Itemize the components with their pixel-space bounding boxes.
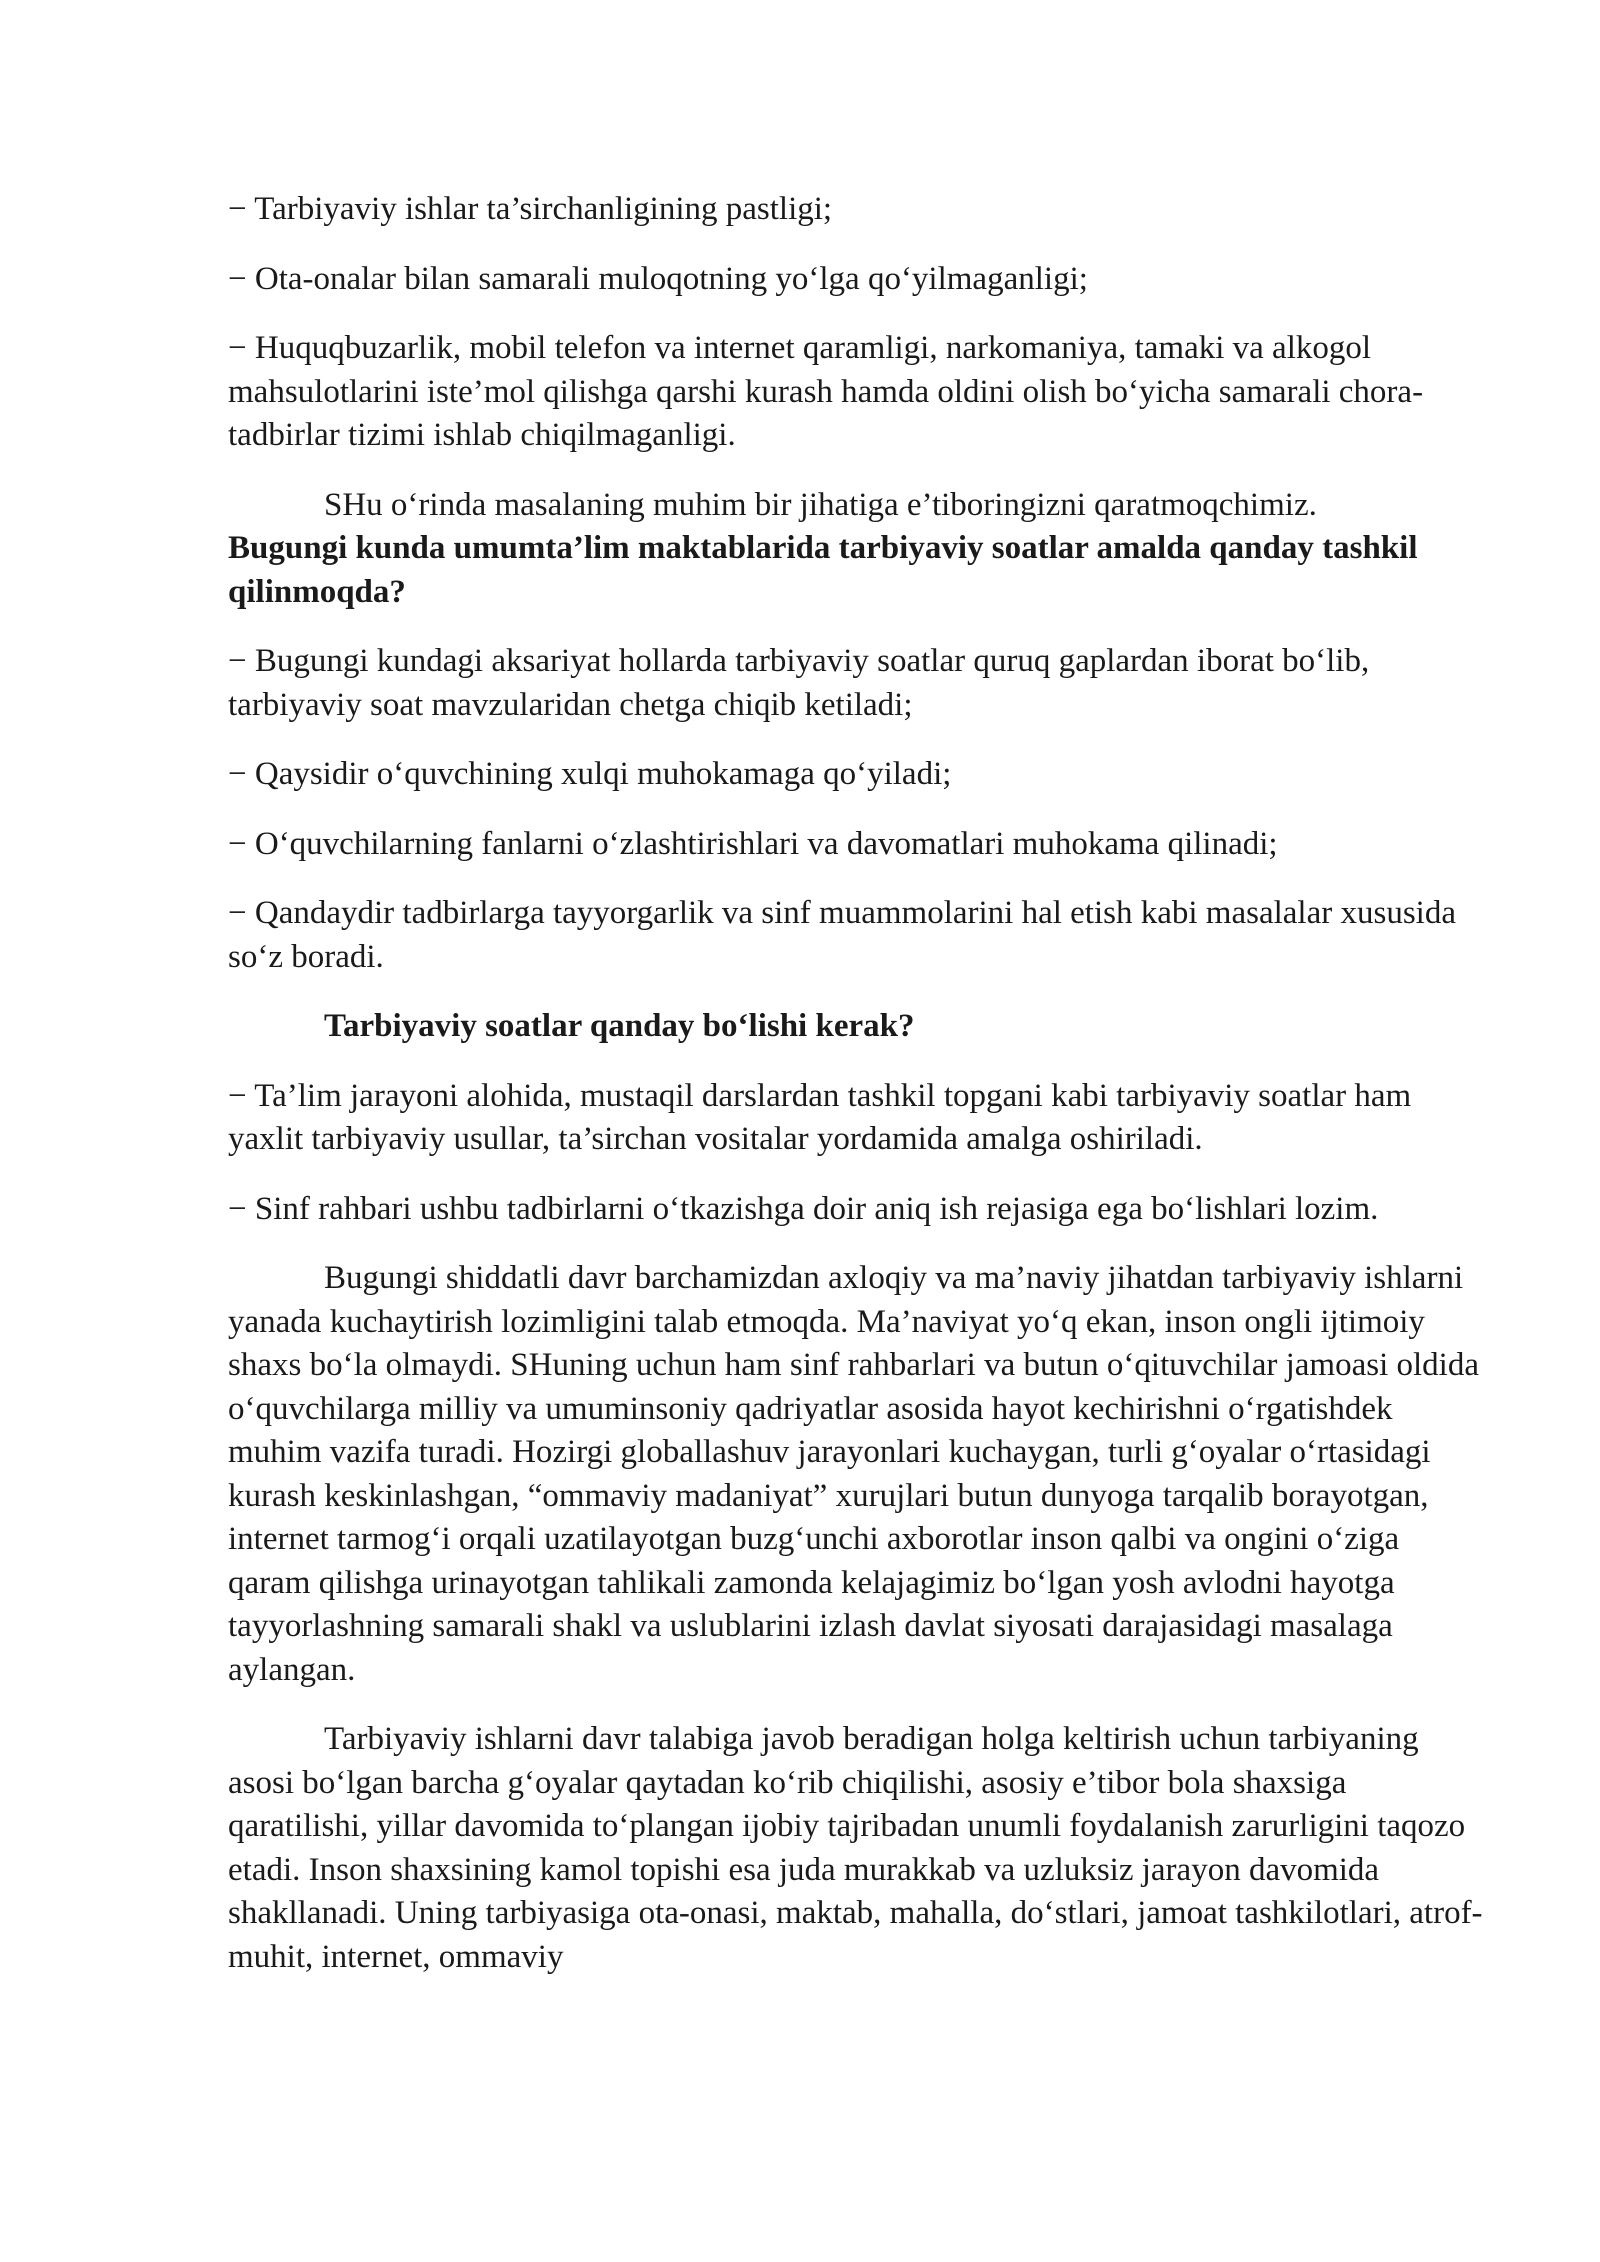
list-item-prevention-system: − Huquqbuzarlik, mobil telefon va internet qaramligi, narkomaniya, tamaki va alkogol mahsulotlarini iste’mol qilishga qarshi kurash hamda oldini olish bo‘yicha samarali chora-tadbirlar tizimi ishlab chiqilmaganligi.: [228, 330, 1424, 453]
list-item-attendance-discussed: − O‘quvchilarning fanlarni o‘zlashtirishlari va davomatlari muhokama qilinadi;: [228, 825, 1278, 862]
list-item-parent-communication: − Ota-onalar bilan samarali muloqotning yo‘lga qo‘yilmaganligi;: [228, 260, 1088, 297]
paragraph-bringing-up-to-date: Tarbiyaviy ishlarni davr talabiga javob beradigan holga keltirish uchun tarbiyaning asosi bo‘lgan barcha g‘oyalar qaytadan ko‘rib chiqilishi, asosiy e’tibor bola shaxsiga qaratilishi, yillar davomida to‘plangan ijobiy tajribadan unumli foydalanish zarurligini taqozo etadi. Inson shaxsining kamol topishi esa juda murakkab va uzluksiz jarayon davomida shakllanadi. Uning tarbiyasiga ota-onasi, maktab, mahalla, do‘stlari, jamoat tashkilotlari, atrof-muhit, internet, ommaviy: [228, 1721, 1483, 1975]
list-item-holistic-methods: − Ta’lim jarayoni alohida, mustaqil darslardan tashkil topgani kabi tarbiyaviy soatlar ham yaxlit tarbiyaviy usullar, ta’sirchan vositalar yordamida amalga oshiriladi.: [228, 1077, 1412, 1157]
list-item-work-plan: − Sinf rahbari ushbu tadbirlarni o‘tkazishga doir aniq ish rejasiga ega bo‘lishlari lozim.: [228, 1190, 1379, 1227]
list-item-empty-talk: − Bugungi kundagi aksariyat hollarda tarbiyaviy soatlar quruq gaplardan iborat bo‘lib, tarbiyaviy soat mavzularidan chetga chiqib ketiladi;: [228, 643, 1370, 723]
list-item-behavior-discussed: − Qaysidir o‘quvchining xulqi muhokamaga qo‘yiladi;: [228, 756, 952, 792]
question-heading-current-state: Bugungi kunda umumta’lim maktablarida tarbiyaviy soatlar amalda qanday tashkil qilinmoqda?: [228, 530, 1418, 610]
list-item-event-preparation: − Qandaydir tadbirlarga tayyorgarlik va sinf muammolarini hal etish kabi masalalar xususida so‘z boradi.: [228, 895, 1456, 975]
document-body: [228, 188, 1488, 2005]
question-heading-how-should: Tarbiyaviy soatlar qanday bo‘lishi kerak?: [324, 1008, 915, 1044]
paragraph-intense-era: Bugungi shiddatli davr barchamizdan axloqiy va ma’naviy jihatdan tarbiyaviy ishlarni yanada kuchaytirish lozimligini talab etmoqda. Ma’naviyat yo‘q ekan, inson ongli ijtimoiy shaxs bo‘la olmaydi. SHuning uchun ham sinf rahbarlari va butun o‘qituvchilar jamoasi oldida o‘quvchilarga milliy va umuminsoniy qadriyatlar asosida hayot kechirishni o‘rgatishdek muhim vazifa turadi. Hozirgi globallashuv jarayonlari kuchaygan, turli g‘oyalar o‘rtasidagi kurash keskinlashgan, “ommaviy madaniyat” xurujlari butun dunyoga tarqalib borayotgan, internet tarmog‘i orqali uzatilayotgan buzg‘unchi axborotlar inson qalbi va ongini o‘ziga qaram qilishga urinayotgan tahlikali zamonda kelajagimiz bo‘lgan yosh avlodni hayotga tayyorlashning samarali shakl va uslublarini izlash davlat siyosati darajasidagi masalaga aylangan.: [228, 1260, 1479, 1688]
list-item-weak-effectiveness: − Tarbiyaviy ishlar ta’sirchanligining pastligi;: [228, 191, 833, 227]
paragraph-attention: SHu o‘rinda masalaning muhim bir jihatiga e’tiboringizni qaratmoqchimiz.: [324, 486, 1317, 523]
